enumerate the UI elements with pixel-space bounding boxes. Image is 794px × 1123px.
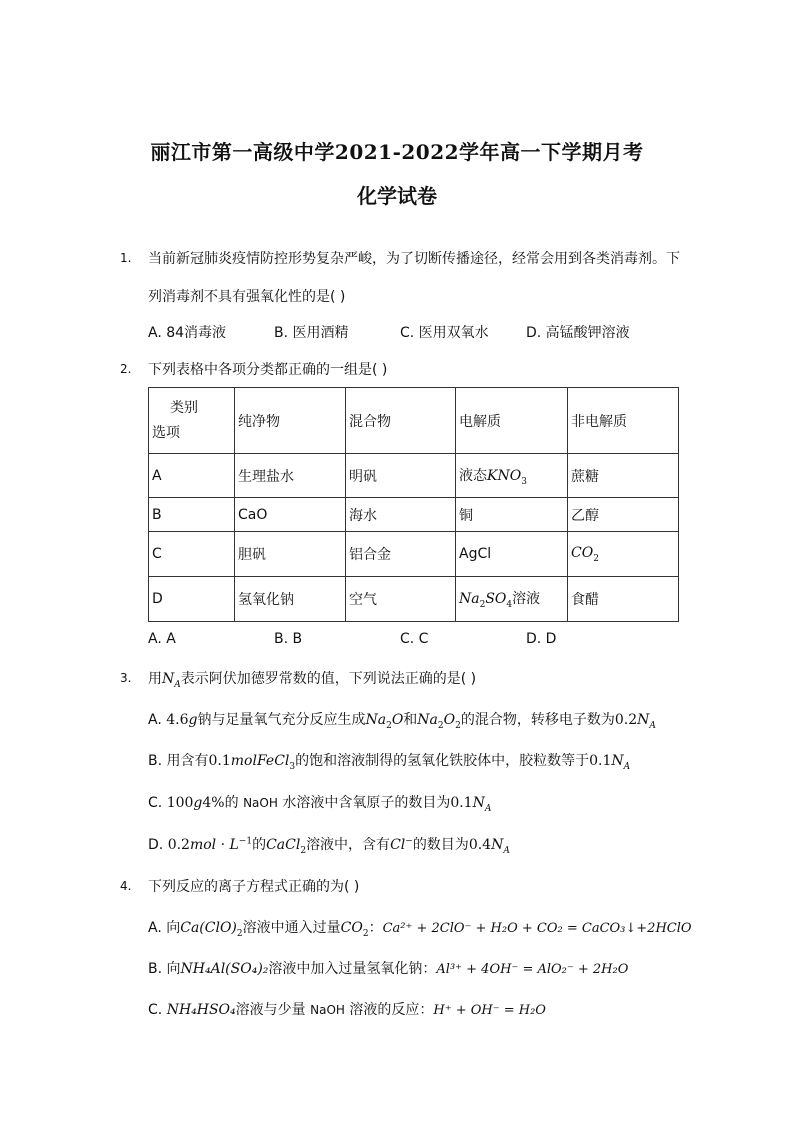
value: 0.4 <box>468 837 492 853</box>
row-label: A <box>149 454 235 498</box>
value: 0.1 <box>589 753 612 769</box>
table-row <box>149 532 679 577</box>
table-cell: 海水 <box>346 498 456 532</box>
text: ： <box>368 920 383 936</box>
question-number: 2. <box>120 362 132 376</box>
option-c: C. C <box>400 631 429 647</box>
cell-text: 液态 <box>459 467 487 484</box>
text: 溶液中，含有 <box>306 837 391 853</box>
avogadro-symbol: N <box>637 712 650 728</box>
unit: g <box>188 712 198 728</box>
formula: CaCl <box>266 837 301 853</box>
classification-table <box>148 387 679 622</box>
option-letter: B. <box>148 961 163 977</box>
question-stem-line: 列消毒剂不具有强氧化性的是( ) <box>148 289 346 305</box>
row-label: D <box>149 577 235 622</box>
corner-label-bottom: 选项 <box>152 424 180 441</box>
formula: Na <box>417 712 438 728</box>
value: 0.1 <box>450 795 473 811</box>
row-label: C <box>149 532 235 577</box>
avogadro-symbol: N <box>162 671 175 687</box>
formula: CO <box>340 920 363 936</box>
text: 用含有 <box>166 753 209 769</box>
avogadro-subscript: A <box>649 720 656 731</box>
option-letter: C. <box>148 795 163 811</box>
row-label: B <box>149 498 235 532</box>
stem-text: 用 <box>148 671 162 687</box>
option-b <box>148 958 628 978</box>
formula: Na <box>365 712 387 728</box>
text: 的 <box>224 795 239 811</box>
option-a: A. 84消毒液 <box>148 325 227 341</box>
unit: g <box>193 795 203 811</box>
table-cell: 胆矾 <box>235 532 346 577</box>
formula: NH₄HSO₄ <box>166 1002 236 1018</box>
table-cell: 空气 <box>346 577 456 622</box>
table-row <box>149 498 679 532</box>
formula: NH₄Al(SO₄)₂ <box>180 961 269 977</box>
option-d: D. 高锰酸钾溶液 <box>526 325 630 341</box>
question-number: 3. <box>120 671 132 685</box>
table-row <box>149 454 679 498</box>
table-cell: 蔗糖 <box>568 454 679 498</box>
value: 4.6 <box>166 712 189 728</box>
subscript: 2 <box>437 720 444 731</box>
avogadro-symbol: N <box>611 753 624 769</box>
text: 溶液中加入过量氢氧化钠： <box>268 961 437 977</box>
value: 4% <box>202 795 225 811</box>
option-d <box>148 834 510 856</box>
table-cell: 氢氧化钠 <box>235 577 346 622</box>
formula-subscript: 2 <box>593 553 599 564</box>
option-letter: D. <box>148 837 164 853</box>
text: 溶液与少量 <box>235 1002 306 1018</box>
option-b: B. B <box>274 631 303 647</box>
ionic-equation: Al³⁺ + 4OH⁻ = AlO₂⁻ + 2H₂O <box>436 962 629 977</box>
avogadro-symbol: N <box>472 795 485 811</box>
table-cell: 明矾 <box>346 454 456 498</box>
avogadro-subscript: A <box>174 679 181 690</box>
question-number: 4. <box>120 879 132 893</box>
text: 的饱和溶液制得的氢氧化铁胶体中，胶粒数等于 <box>295 753 590 769</box>
subscript: 2 <box>386 720 392 731</box>
text: NaOH <box>310 1003 345 1017</box>
avogadro-subscript: A <box>484 803 492 814</box>
table-cell: 铝合金 <box>346 532 456 577</box>
question-stem: 下列反应的离子方程式正确的为( ) <box>148 879 360 895</box>
formula-subscript: 4 <box>506 599 513 610</box>
option-b: B. 医用酒精 <box>274 325 349 341</box>
text: 的 <box>252 837 267 853</box>
table-cell: AgCl <box>456 532 568 577</box>
text: NaOH <box>243 796 278 810</box>
avogadro-subscript: A <box>503 845 510 856</box>
avogadro-symbol: N <box>491 837 504 853</box>
table-cell <box>568 532 679 577</box>
value: 0.2 <box>167 837 190 853</box>
chemical-formula: CO <box>571 544 594 561</box>
subscript: 2 <box>362 928 369 939</box>
subscript: 2 <box>300 845 307 856</box>
unit: mol · L <box>189 837 239 853</box>
column-header: 混合物 <box>346 388 456 454</box>
option-b <box>148 750 630 772</box>
option-letter: A. <box>148 712 162 728</box>
chemical-formula: SO <box>485 591 507 608</box>
table-corner-cell <box>149 388 235 454</box>
formula: Cl <box>390 837 406 853</box>
question-stem-line: 当前新冠肺炎疫情防控形势复杂严峻，为了切断传播途径，经常会用到各类消毒剂。下 <box>148 251 680 267</box>
superscript: −1 <box>238 836 253 847</box>
superscript: − <box>405 836 413 847</box>
table-header-row <box>149 388 679 454</box>
text: 溶液中通入过量 <box>242 920 341 936</box>
ionic-equation: Ca²⁺ + 2ClO⁻ + H₂O + CO₂ = CaCO₃↓+2HClO <box>382 921 692 936</box>
subscript: 3 <box>289 761 296 772</box>
question-stem: 下列表格中各项分类都正确的一组是( ) <box>148 362 388 378</box>
option-c <box>148 792 491 814</box>
table-cell <box>456 577 568 622</box>
text: 和 <box>403 712 418 728</box>
option-a: A. A <box>148 631 176 647</box>
text: 向 <box>166 961 181 977</box>
option-letter: C. <box>148 1002 163 1018</box>
text: 的数目为 <box>412 837 469 853</box>
question-stem <box>148 668 476 690</box>
formula: O <box>391 712 404 728</box>
formula-subscript: 3 <box>521 476 527 487</box>
question-number: 1. <box>120 251 132 265</box>
chemical-formula: Na <box>459 591 480 608</box>
page-subtitle: 化学试卷 <box>357 184 437 208</box>
column-header: 电解质 <box>456 388 568 454</box>
text: 溶液的反应： <box>349 1002 434 1018</box>
table-cell: 生理盐水 <box>235 454 346 498</box>
table-row <box>149 577 679 622</box>
value: 0.2 <box>614 712 638 728</box>
text: 向 <box>166 920 181 936</box>
column-header: 纯净物 <box>235 388 346 454</box>
stem-text: 表示阿伏加德罗常数的值，下列说法正确的是( ) <box>180 671 477 687</box>
option-c <box>148 999 546 1019</box>
value: 100 <box>166 795 194 811</box>
subscript: 2 <box>236 928 243 939</box>
formula-subscript: 2 <box>479 599 486 610</box>
avogadro-subscript: A <box>623 761 631 772</box>
option-c: C. 医用双氧水 <box>400 325 489 341</box>
ionic-equation: H⁺ + OH⁻ = H₂O <box>433 1003 546 1018</box>
unit: molFeCl <box>230 753 290 769</box>
cell-text: 溶液 <box>512 591 541 608</box>
table-cell: 铜 <box>456 498 568 532</box>
column-header: 非电解质 <box>568 388 679 454</box>
table-cell <box>456 454 568 498</box>
option-letter: A. <box>148 920 162 936</box>
value: 0.1 <box>208 753 231 769</box>
table-cell: 乙醇 <box>568 498 679 532</box>
text: 水溶液中含氧原子的数目为 <box>282 795 451 811</box>
chemical-formula: KNO <box>487 467 522 484</box>
text: 钠与足量氧气充分反应生成 <box>197 712 366 728</box>
option-letter: B. <box>148 753 163 769</box>
option-d: D. D <box>526 631 557 647</box>
formula: Ca(ClO) <box>180 920 237 936</box>
table-cell: 食醋 <box>568 577 679 622</box>
text: 的混合物，转移电子数为 <box>460 712 615 728</box>
formula: O <box>443 712 456 728</box>
subscript: 2 <box>455 720 461 731</box>
option-a <box>148 709 656 731</box>
page-title: 丽江市第一高级中学2021-2022学年高一下学期月考 <box>150 140 644 164</box>
table-cell: CaO <box>235 498 346 532</box>
corner-label-top: 类别 <box>170 399 198 416</box>
option-a <box>148 917 692 939</box>
